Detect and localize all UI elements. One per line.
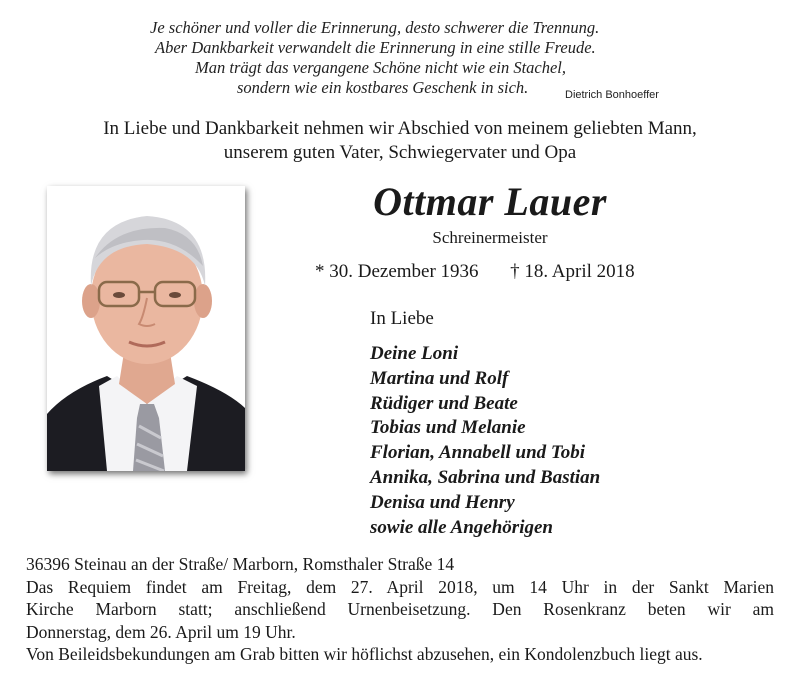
mourner-name: Florian, Annabell und Tobi [370, 442, 586, 464]
quote-line: sondern wie ein kostbares Geschenk in sich. [237, 78, 529, 97]
address-line: 36396 Steinau an der Straße/ Marborn, Romsthaler Straße 14 [26, 554, 455, 574]
quote-line: Man trägt das vergangene Schöne nicht wie ein Stachel, [195, 58, 567, 77]
quote-author: Dietrich Bonhoeffer [565, 89, 659, 101]
mourner-name: Annika, Sabrina und Bastian [370, 466, 601, 488]
mourners-heading: In Liebe [370, 308, 434, 329]
intro-line: unserem guten Vater, Schwiegervater und Opa [223, 142, 577, 163]
life-dates [315, 261, 635, 283]
intro-text [0, 117, 800, 165]
requiem-line: Das Requiem findet am Freitag, dem 27. April 2018, um 14 Uhr in der Sankt Marien [26, 576, 774, 597]
requiem-line: Kirche Marborn statt; anschließend Urnenbeisetzung. Den Rosenkranz beten wir am [26, 599, 774, 619]
mourner-name: Denisa und Henry [370, 491, 515, 513]
deceased-name: Ottmar Lauer [373, 179, 607, 224]
intro-line: In Liebe und Dankbarkeit nehmen wir Abschied von meinem geliebten Mann, [103, 118, 697, 139]
requiem-line: Donnerstag, dem 26. April um 19 Uhr. [26, 621, 296, 642]
mourner-name: Deine Loni [370, 343, 459, 364]
mourner-name: sowie alle Angehörigen [370, 516, 553, 538]
death-date: 18. April 2018 [524, 261, 635, 282]
portrait-illustration [47, 186, 245, 471]
deceased-profession: Schreinermeister [432, 228, 548, 247]
portrait-photo [47, 186, 245, 471]
death-symbol: † [510, 261, 520, 282]
funeral-details [26, 553, 774, 666]
mourner-name: Rüdiger und Beate [370, 392, 518, 414]
birth-symbol: * [315, 261, 325, 282]
condolence-line: Von Beileidsbekundungen am Grab bitten wir höflichst abzusehen, ein Kondolenzbuch liegt aus. [26, 644, 703, 664]
quote-line: Je schöner und voller die Erinnerung, desto schwerer die Trennung. [150, 18, 600, 37]
mourners-list [370, 342, 600, 540]
quote-line: Aber Dankbarkeit verwandelt die Erinnerung in eine stille Freude. [155, 38, 596, 57]
mourner-name: Martina und Rolf [370, 367, 509, 389]
mourner-name: Tobias und Melanie [370, 417, 526, 439]
birth-date: 30. Dezember 1936 [329, 261, 479, 282]
